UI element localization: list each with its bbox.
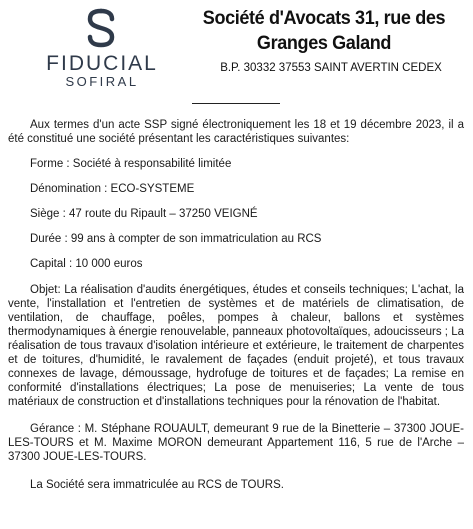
fiducial-logo — [22, 8, 182, 88]
denomination-line: Dénomination : ECO-SYSTEME — [30, 183, 195, 195]
fiducial-s-icon — [86, 8, 116, 48]
duree-line: Durée : 99 ans à compter de son immatriculation au RCS — [30, 233, 322, 245]
gerance-paragraph: Gérance : M. Stéphane ROUAULT, demeurant 9 rue de la Binetterie – 37300 JOUE-LES-TOURS et M. Maxime MORON demeurant Appartement 116, 5 rue de l'Arche – 37300 JOUE-LES-TOURS. — [8, 423, 464, 463]
logo-subtitle: SOFIRAL — [65, 74, 139, 89]
legal-notice-body — [8, 118, 464, 492]
rcs-line: La Société sera immatriculée au RCS de TOURS. — [30, 479, 284, 491]
intro-paragraph: Aux termes d'un acte SSP signé électroniquement les 18 et 19 décembre 2023, il a été constitué une société présentant les caractéristiques suivantes: — [8, 119, 464, 145]
firm-title — [191, 6, 457, 56]
separator-line — [192, 103, 280, 104]
firm-address: B.P. 30332 37553 SAINT AVERTIN CEDEX — [220, 62, 442, 74]
forme-line: Forme : Société à responsabilité limitée — [30, 158, 232, 170]
logo-name: FIDUCIAL — [46, 52, 158, 75]
capital-line: Capital : 10 000 euros — [30, 258, 143, 270]
firm-title-line-1: Société d'Avocats 31, rue des — [202, 8, 446, 29]
objet-paragraph: Objet: La réalisation d'audits énergétiques, études et conseils techniques; L'achat, la vente, l'installation et l'entretien de systèmes et de matériels de climatisation, de ventilation, de chauffage, poêles, pompes à chaleur, ballons et systèmes thermodynamiques à énergie renouvelable, panneaux photovoltaïques, adoucisseurs ; La réalisation de tous travaux d'isolation intérieure et extérieure, le traitement de charpentes et de toitures, d'humidité, le ravalement de façades (enduit projeté), et tous travaux connexes de lavage, démoussage, hydrofuge de toitures et de façades; La remise en conformité d'installations électriques; La pose de menuiseries; La vente de tous matériaux de construction et d'installations techniques pour la rénovation de l'habitat. — [8, 284, 464, 408]
siege-line: Siège : 47 route du Ripault – 37250 VEIGNÉ — [30, 208, 258, 220]
firm-title-line-2: Granges Galand — [256, 33, 392, 54]
